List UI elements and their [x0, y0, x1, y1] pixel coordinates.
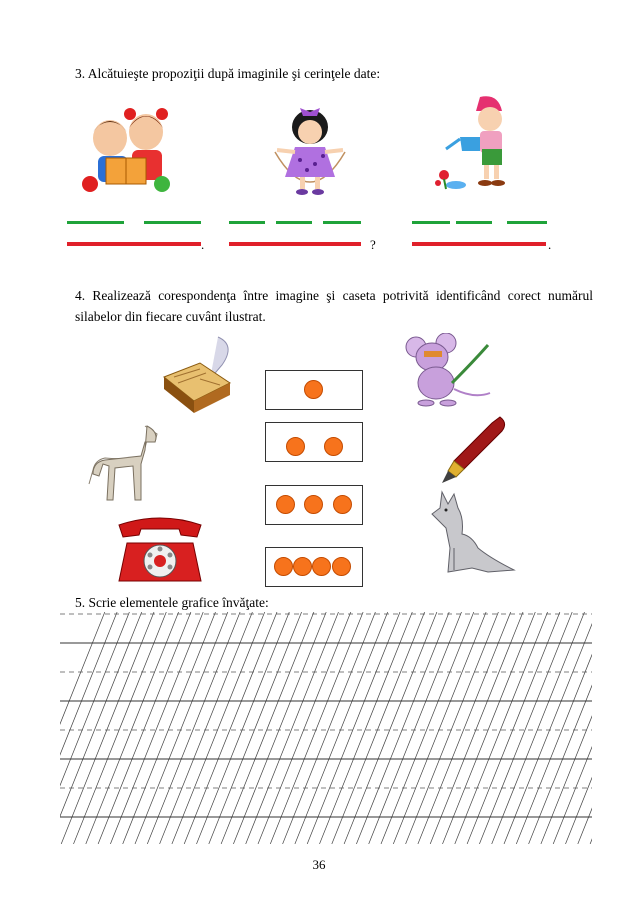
slant-guide-line — [160, 612, 253, 844]
girl-jumping-rope-picture — [265, 102, 355, 197]
word-slot-line — [323, 221, 361, 224]
slant-guide-line — [221, 612, 314, 844]
slant-guide-line — [430, 612, 523, 844]
sentence-line — [67, 242, 201, 246]
slant-guide-line — [184, 612, 277, 844]
syllable-dot — [286, 437, 305, 456]
girl-watering-flowers-picture — [430, 93, 520, 193]
sentence-punctuation: . — [548, 237, 552, 252]
exercise-3-heading: 3. Alcătuieşte propoziţii după imaginile şi cerinţele date: — [75, 66, 381, 81]
slant-guide-line — [307, 612, 400, 844]
sentence-line — [412, 242, 546, 246]
syllable-dot — [274, 557, 293, 576]
exercise-4-heading-line-1: 4. Realizează corespondenţa între imagine şi caseta potrivită identificând corect numărul — [75, 288, 593, 303]
slant-guide-line — [270, 612, 363, 844]
slant-guide-line — [467, 612, 560, 844]
word-slot-line — [229, 221, 265, 224]
word-slot-line — [144, 221, 201, 224]
mouse-picture — [402, 333, 492, 408]
telephone-picture — [113, 515, 208, 585]
slant-guide-line — [578, 612, 592, 844]
handwriting-practice-grid[interactable] — [60, 612, 592, 844]
slant-guide-line — [492, 612, 585, 844]
syllable-dot — [304, 380, 323, 399]
slant-guide-line — [172, 612, 265, 844]
slant-guide-line — [356, 612, 449, 844]
slant-guide-line — [61, 612, 154, 844]
syllable-dot — [293, 557, 312, 576]
exercise-4-heading-line-2: silabelor din fiecare cuvânt ilustrat. — [75, 309, 266, 324]
slant-guide-line — [258, 612, 351, 844]
word-slot-line — [276, 221, 312, 224]
horse-picture — [85, 420, 165, 505]
slant-guide-line — [74, 612, 167, 844]
slant-guide-line — [147, 612, 240, 844]
slant-guide-line — [209, 612, 302, 844]
slant-guide-line — [110, 612, 203, 844]
syllable-box-2[interactable] — [265, 422, 363, 462]
syllable-dot — [324, 437, 343, 456]
word-slot-line — [67, 221, 124, 224]
slant-guide-line — [98, 612, 191, 844]
slant-guide-line — [320, 612, 413, 844]
syllable-box-1[interactable] — [265, 370, 363, 410]
slant-guide-line — [86, 612, 179, 844]
page-number: 36 — [312, 857, 326, 872]
slant-guide-line — [381, 612, 474, 844]
slant-guide-line — [479, 612, 572, 844]
syllable-box-3[interactable] — [265, 485, 363, 525]
slant-guide-line — [418, 612, 511, 844]
slant-guide-line — [369, 612, 462, 844]
word-slot-line — [456, 221, 492, 224]
syllable-dot — [312, 557, 331, 576]
slant-guide-line — [332, 612, 425, 844]
slant-guide-line — [566, 612, 593, 844]
sentence-line — [229, 242, 361, 246]
slant-guide-line — [60, 612, 117, 844]
slant-guide-line — [455, 612, 548, 844]
slant-guide-line — [60, 612, 105, 844]
slant-guide-line — [123, 612, 216, 844]
sentence-punctuation: . — [201, 237, 205, 252]
exercise-5-heading: 5. Scrie elementele grafice învăţate: — [75, 595, 269, 610]
slant-guide-line — [60, 612, 142, 844]
slant-guide-line — [246, 612, 339, 844]
slant-guide-line — [135, 612, 228, 844]
syllable-dot — [332, 557, 351, 576]
syllable-box-4[interactable] — [265, 547, 363, 587]
word-slot-line — [507, 221, 547, 224]
slant-guide-line — [516, 612, 592, 844]
slant-guide-line — [504, 612, 592, 844]
slant-guide-line — [283, 612, 376, 844]
syllable-dot — [333, 495, 352, 514]
slant-guide-line — [295, 612, 388, 844]
syllable-dot — [304, 495, 323, 514]
slant-guide-line — [553, 612, 592, 844]
slant-guide-line — [197, 612, 290, 844]
slant-guide-line — [406, 612, 499, 844]
slant-guide-line — [443, 612, 536, 844]
sentence-punctuation: ? — [370, 237, 376, 252]
book-with-quill-picture — [160, 335, 240, 420]
fountain-pen-picture — [438, 413, 508, 488]
word-slot-line — [412, 221, 450, 224]
slant-guide-line — [233, 612, 326, 844]
slant-guide-line — [541, 612, 592, 844]
wolf-picture — [428, 488, 518, 578]
syllable-dot — [276, 495, 295, 514]
children-reading-picture — [80, 100, 180, 195]
slant-guide-line — [393, 612, 486, 844]
slant-guide-line — [344, 612, 437, 844]
